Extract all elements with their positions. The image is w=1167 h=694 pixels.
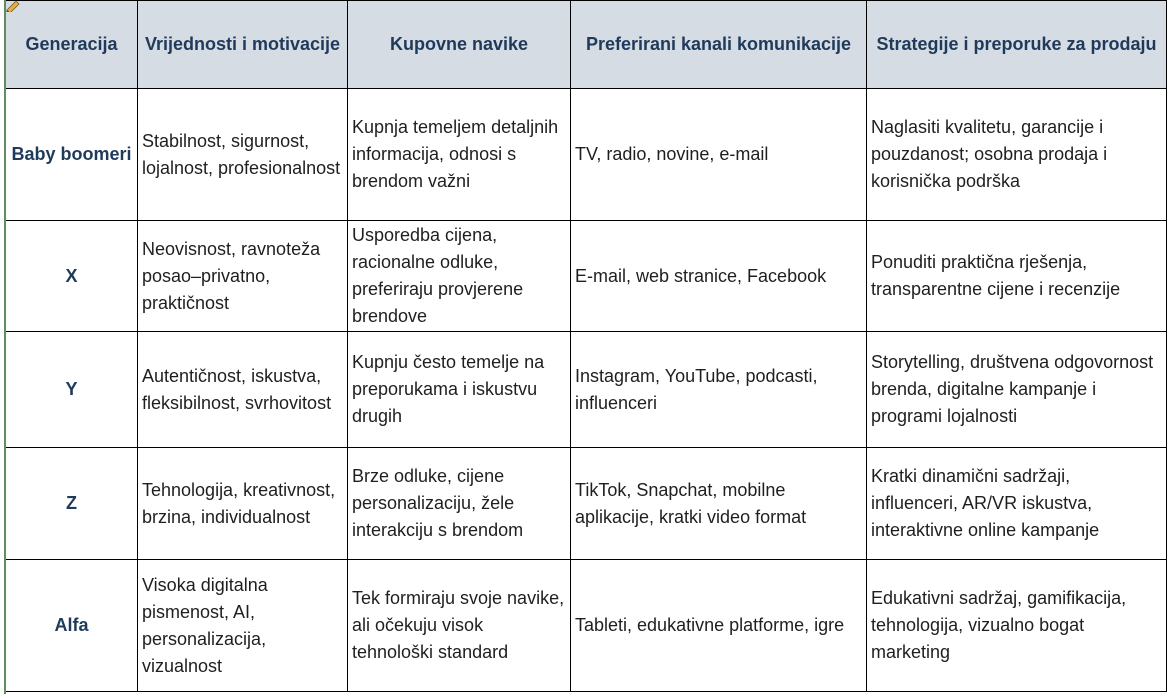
sheet-left-edge: [0, 0, 6, 694]
channels-cell: TikTok, Snapchat, mobilne aplikacije, kratki video format: [571, 448, 867, 560]
habits-cell: Usporedba cijena, racionalne odluke, preferiraju provjerene brendove: [348, 221, 571, 332]
habits-cell: Kupnja temeljem detaljnih informacija, odnosi s brendom važni: [348, 89, 571, 221]
header-channels: Preferirani kanali komunikacije: [571, 1, 867, 89]
values-cell: Visoka digitalna pismenost, AI, personalizacija, vizualnost: [138, 560, 348, 692]
values-cell: Tehnologija, kreativnost, brzina, individualnost: [138, 448, 348, 560]
channels-cell: E-mail, web stranice, Facebook: [571, 221, 867, 332]
table-row: [6, 332, 1167, 448]
values-cell: Stabilnost, sigurnost, lojalnost, profesionalnost: [138, 89, 348, 221]
strategies-cell: Ponuditi praktična rješenja, transparentne cijene i recenzije: [867, 221, 1167, 332]
generation-cell: Y: [6, 332, 138, 448]
generation-cell: Baby boomeri: [6, 89, 138, 221]
strategies-cell: Edukativni sadržaj, gamifikacija, tehnologija, vizualno bogat marketing: [867, 560, 1167, 692]
table-row: [6, 448, 1167, 560]
channels-cell: TV, radio, novine, e-mail: [571, 89, 867, 221]
values-cell: Autentičnost, iskustva, fleksibilnost, svrhovitost: [138, 332, 348, 448]
channels-cell: Instagram, YouTube, podcasti, influenceri: [571, 332, 867, 448]
generation-cell: X: [6, 221, 138, 332]
header-strategies: Strategije i preporuke za prodaju: [867, 1, 1167, 89]
strategies-cell: Storytelling, društvena odgovornost brenda, digitalne kampanje i programi lojalnosti: [867, 332, 1167, 448]
header-row: [6, 1, 1167, 89]
habits-cell: Tek formiraju svoje navike, ali očekuju visok tehnološki standard: [348, 560, 571, 692]
header-habits: Kupovne navike: [348, 1, 571, 89]
table-row: [6, 560, 1167, 692]
habits-cell: Kupnju često temelje na preporukama i iskustvu drugih: [348, 332, 571, 448]
table-row: [6, 221, 1167, 332]
table-row: [6, 89, 1167, 221]
pencil-icon: [4, 0, 22, 12]
habits-cell: Brze odluke, cijene personalizaciju, žele interakciju s brendom: [348, 448, 571, 560]
strategies-cell: Naglasiti kvalitetu, garancije i pouzdanost; osobna prodaja i korisnička podrška: [867, 89, 1167, 221]
generations-table: [5, 0, 1167, 692]
generation-cell: Z: [6, 448, 138, 560]
strategies-cell: Kratki dinamični sadržaji, influenceri, AR/VR iskustva, interaktivne online kampanje: [867, 448, 1167, 560]
channels-cell: Tableti, edukativne platforme, igre: [571, 560, 867, 692]
generation-cell: Alfa: [6, 560, 138, 692]
header-values: Vrijednosti i motivacije: [138, 1, 348, 89]
values-cell: Neovisnost, ravnoteža posao–privatno, praktičnost: [138, 221, 348, 332]
header-generation: Generacija: [6, 1, 138, 89]
